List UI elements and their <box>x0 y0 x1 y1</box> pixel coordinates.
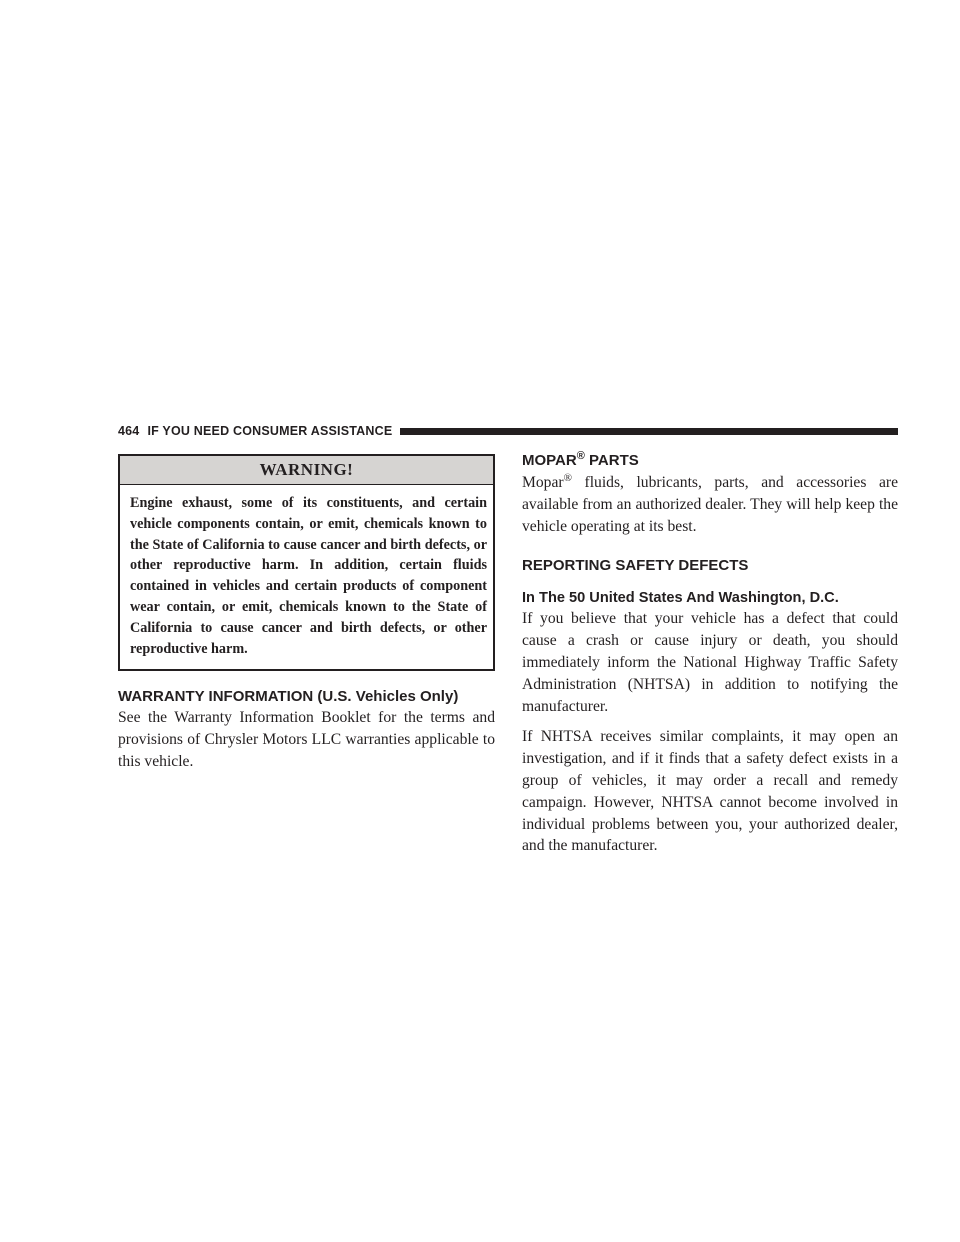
defects-heading: REPORTING SAFETY DEFECTS <box>522 557 749 575</box>
mopar-text <box>522 472 898 537</box>
mopar-heading-word: MOPAR <box>522 452 577 469</box>
defects-paragraph-2: If NHTSA receives similar complaints, it may open an investigation, and if it finds that a safety defect exists in a group of vehicles, it may order a recall and remedy campaign. However, NHTSA cannot become involved in individual problems between you, your authorized dealer, and the manufacturer. <box>522 728 898 855</box>
warning-box <box>118 454 495 671</box>
warning-title: WARNING! <box>120 456 493 485</box>
mopar-text-rest: fluids, lubricants, parts, and accessories are available from an authorized dealer. They will help keep the vehicle operating at its best. <box>522 474 898 535</box>
defects-subheading: In The 50 United States And Washington, D.C. <box>522 590 839 607</box>
header-rule <box>400 428 898 435</box>
warranty-text: See the Warranty Information Booklet for the terms and provisions of Chrysler Motors LLC warranties applicable to this vehicle. <box>118 709 495 770</box>
mopar-heading-rest: PARTS <box>584 452 639 469</box>
warning-text: Engine exhaust, some of its constituents, and certain vehicle components contain, or emit, chemicals known to the State of California to cause cancer and birth defects, or other reproductive harm. In addition, certain fluids contained in vehicles and certain products of component wear contain, or emit, chemicals known to the State of California to cause cancer and birth defects, or other reproductive harm. <box>130 495 487 657</box>
page-number: 464 <box>118 424 140 438</box>
registered-mark: ® <box>563 471 572 484</box>
right-column <box>522 452 898 857</box>
mopar-heading <box>522 452 898 469</box>
running-title: IF YOU NEED CONSUMER ASSISTANCE <box>147 424 393 438</box>
defects-paragraph-1: If you believe that your vehicle has a defect that could cause a crash or cause injury or death, you should immediately inform the National Highway Traffic Safety Administration (NHTSA) in addition to notifying the manufacturer. <box>522 610 898 715</box>
warranty-heading: WARRANTY INFORMATION (U.S. Vehicles Only) <box>118 688 459 706</box>
page-header <box>118 422 898 440</box>
left-column <box>118 454 495 773</box>
mopar-text-word: Mopar <box>522 474 564 491</box>
registered-mark: ® <box>576 450 585 462</box>
